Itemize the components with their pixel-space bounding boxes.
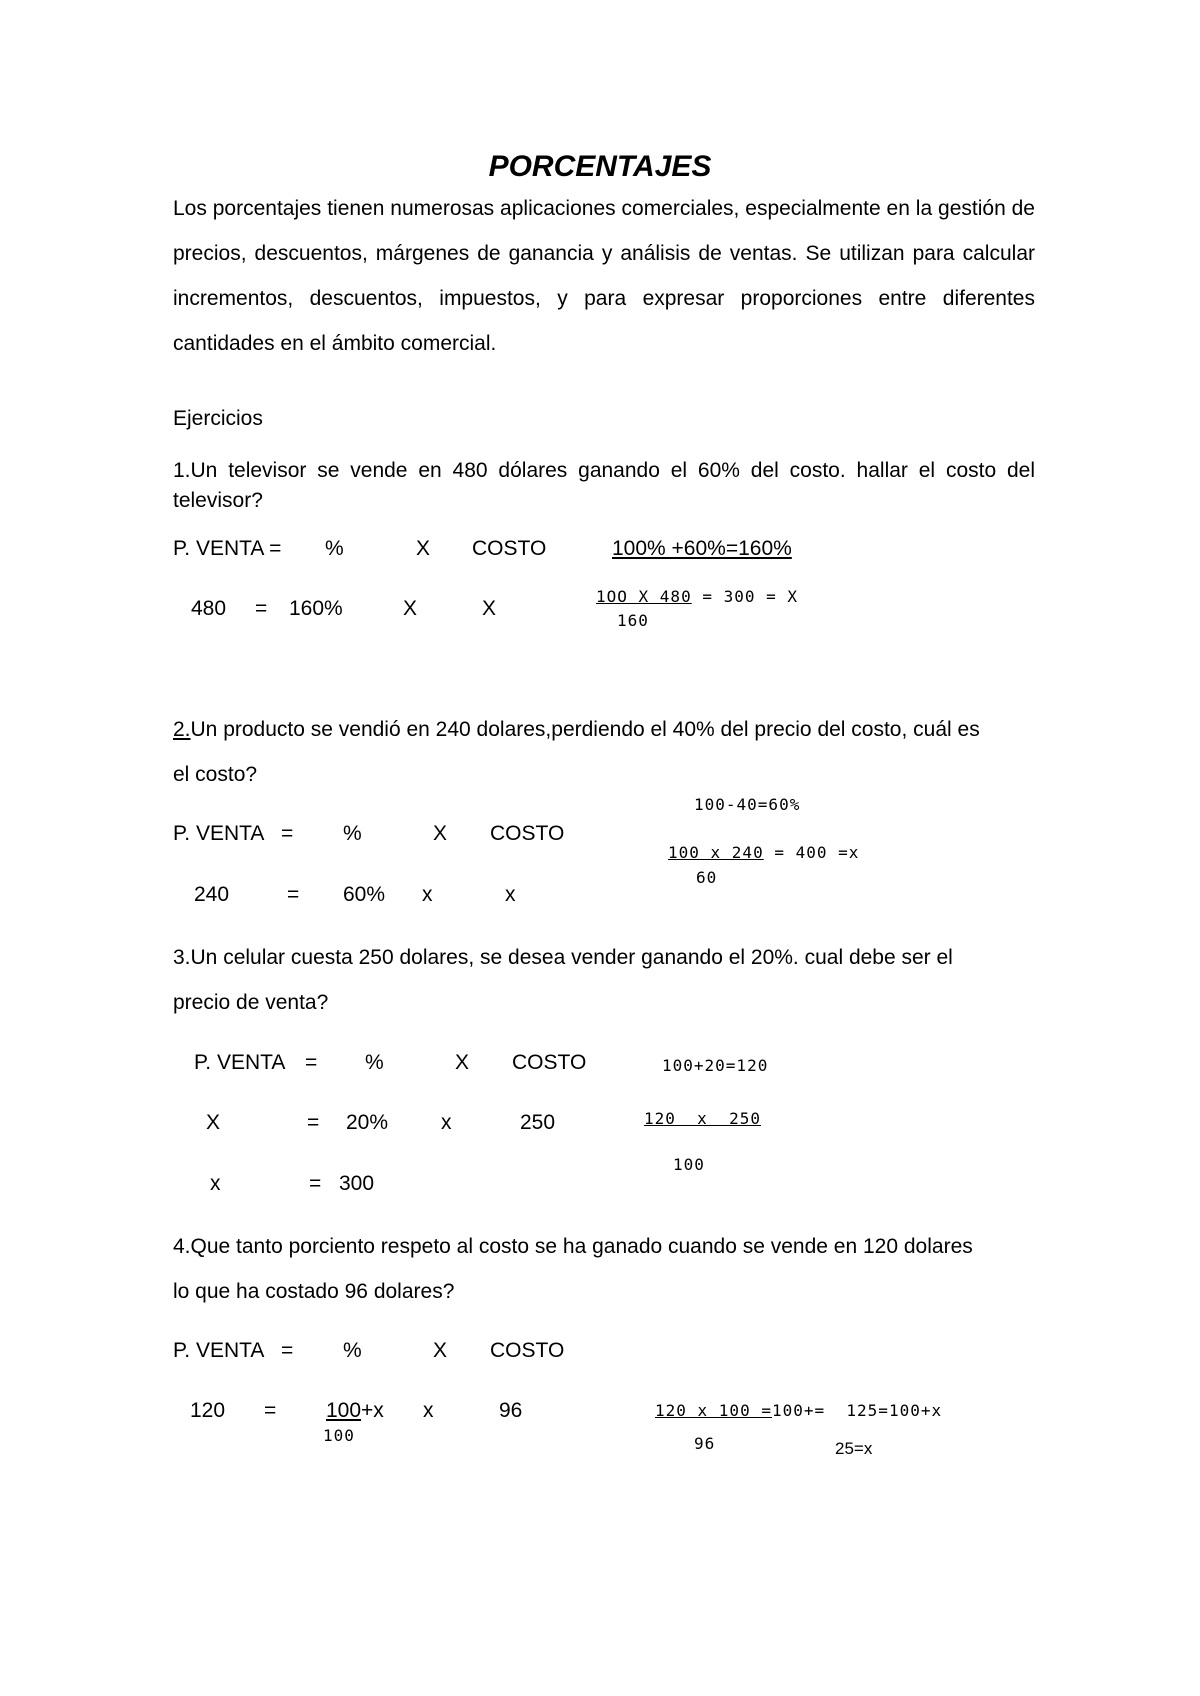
ex4-numerator-100: 100 — [326, 1399, 362, 1422]
ex3-header-costo: COSTO — [512, 1051, 587, 1074]
exercise-2-question-line2: el costo? — [173, 763, 258, 786]
ex4-calc-equation: 125=100+x — [846, 1401, 943, 1420]
intro-paragraph: Los porcentajes tienen numerosas aplicaciones comerciales, especialmente en la gestión de precios, descuentos, márgenes de ganancia y análisis de ventas. Se utilizan para calcular incrementos, descuentos, impuestos, y para expresar proporciones entre diferentes cantidades en el ámbito comercial. — [173, 197, 1035, 355]
ex4-calc-result: 25=x — [835, 1439, 873, 1458]
ex4-header-equals: = — [281, 1339, 294, 1362]
ex4-header-x: X — [433, 1339, 448, 1362]
ex1-calc-numerator — [596, 589, 798, 605]
ex1-header-pventa: P. VENTA = — [173, 537, 282, 560]
ex1-calc-result: = 300 = X — [702, 587, 799, 606]
exercise-2-question-line1 — [173, 719, 980, 740]
exercise-4-question-line2: lo que ha costado 96 dolares? — [173, 1280, 455, 1303]
ex2-header-equals: = — [281, 822, 294, 845]
ex2-calc-numerator — [668, 845, 859, 861]
ex1-percent-sum: 100% +60%=160% — [612, 537, 792, 560]
ex3-calc-numerator: 120 x 250 — [644, 1109, 761, 1128]
ex2-x-2: x — [505, 883, 516, 906]
exercise-4-question-line1: 4.Que tanto porciento respeto al costo se ha ganado cuando se vende en 120 dolares — [173, 1235, 973, 1258]
ex2-value-240: 240 — [194, 883, 230, 906]
ex1-x-1: X — [403, 597, 418, 620]
ex1-x-2: X — [482, 597, 497, 620]
ex2-question-text: Un producto se vendió en 240 dolares,perdiendo el 40% del precio del costo, cuál es — [190, 718, 980, 741]
ex4-header-costo: COSTO — [490, 1339, 565, 1362]
exercise-3-question-line2: precio de venta? — [173, 991, 329, 1014]
ex4-fraction-numerator — [326, 1400, 384, 1421]
ex1-header-x: X — [416, 537, 431, 560]
ex1-equals: = — [255, 597, 268, 620]
ex3-value-250: 250 — [520, 1111, 556, 1134]
ex1-header-percent: % — [325, 537, 344, 560]
ex2-header-costo: COSTO — [490, 822, 565, 845]
ex3-calc-top: 100+20=120 — [662, 1056, 769, 1075]
ex4-header-pventa: P. VENTA — [173, 1339, 265, 1362]
ex4-calc-denominator: 96 — [694, 1434, 716, 1453]
ex1-calc-denominator: 160 — [617, 611, 649, 630]
ex1-header-costo: COSTO — [472, 537, 547, 560]
ex1-calc-num-text: 1OO X 480 — [596, 587, 692, 606]
ex1-value-160pct: 160% — [289, 597, 343, 620]
ex3-times: x — [441, 1111, 452, 1134]
ex1-value-480: 480 — [191, 597, 227, 620]
ex3-header-x: X — [455, 1051, 470, 1074]
ex3-x-label: X — [206, 1111, 221, 1134]
ex2-header-x: X — [433, 822, 448, 845]
ex3-calc-denominator: 100 — [673, 1155, 705, 1174]
ex4-value-120: 120 — [190, 1399, 226, 1422]
ex2-equals: = — [287, 883, 300, 906]
ex3-x-result-label: x — [210, 1172, 221, 1195]
ex3-value-20pct: 20% — [346, 1111, 389, 1134]
ex2-calc-result: = 400 =x — [774, 843, 860, 862]
ex2-x-1: x — [422, 883, 433, 906]
ex4-calc-step: 100+= — [771, 1401, 826, 1420]
ex2-calc-denominator: 60 — [696, 868, 718, 887]
ex2-header-pventa: P. VENTA — [173, 822, 265, 845]
ex2-calc-num-text: 100 x 240 — [668, 843, 764, 862]
ex4-value-96: 96 — [499, 1399, 523, 1422]
ex4-calc-num-text: 120 x 100 = — [655, 1401, 772, 1420]
exercises-heading: Ejercicios — [173, 407, 263, 430]
ex4-numerator-plus-x: +x — [361, 1399, 384, 1422]
page-title: PORCENTAJES — [488, 150, 712, 183]
ex2-number: 2. — [173, 718, 191, 741]
ex4-equals: = — [264, 1399, 277, 1422]
ex4-fraction-denominator: 100 — [323, 1426, 355, 1445]
exercise-1-question: 1.Un televisor se vende en 480 dólares ganando el 60% del costo. hallar el costo del televisor? — [173, 459, 1035, 512]
ex4-calc-line — [655, 1403, 942, 1419]
ex2-value-60pct: 60% — [343, 883, 386, 906]
ex3-header-pventa: P. VENTA — [194, 1051, 286, 1074]
ex3-equals-2: = — [309, 1172, 322, 1195]
ex3-equals-1: = — [307, 1111, 320, 1134]
exercise-3-question-line1: 3.Un celular cuesta 250 dolares, se desea vender ganando el 20%. cual debe ser el — [173, 946, 953, 969]
ex4-times: x — [423, 1399, 434, 1422]
ex3-header-percent: % — [365, 1051, 384, 1074]
ex3-header-equals: = — [305, 1051, 318, 1074]
ex3-value-300: 300 — [339, 1172, 375, 1195]
ex2-calc-top: 100-40=60% — [694, 795, 801, 814]
ex4-header-percent: % — [343, 1339, 362, 1362]
ex2-header-percent: % — [343, 822, 362, 845]
